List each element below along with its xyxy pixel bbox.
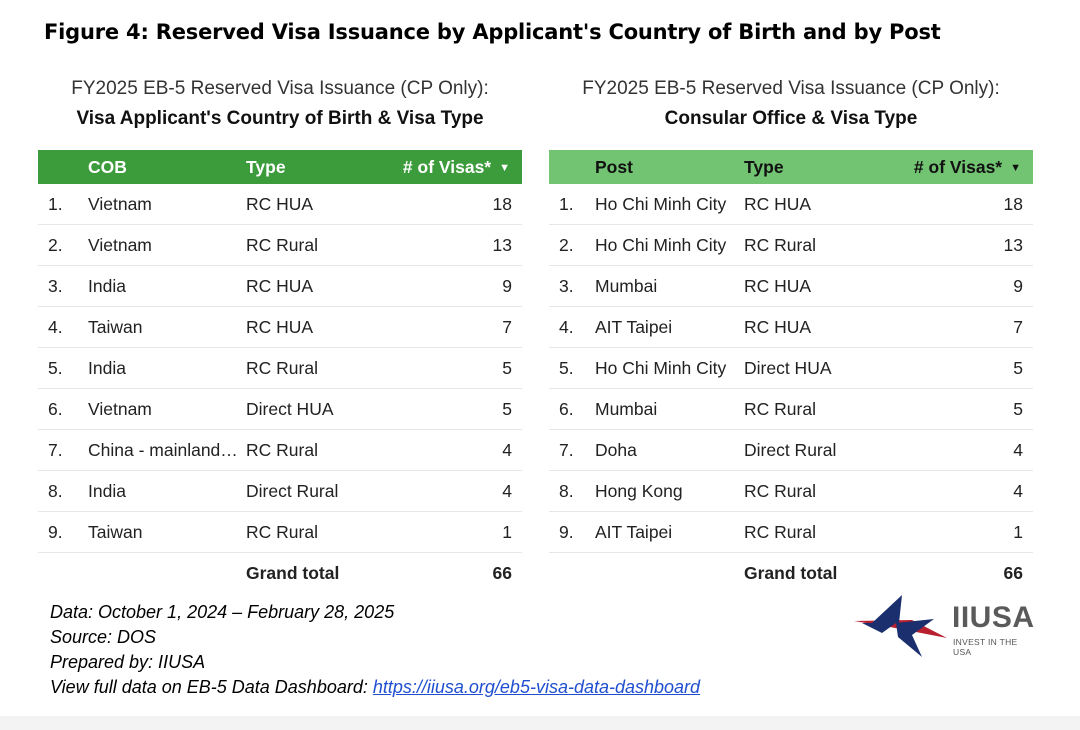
- type-cell: Direct HUA: [744, 358, 832, 378]
- type-cell: RC HUA: [744, 276, 812, 296]
- dashboard-note: [50, 675, 700, 700]
- name-cell: Ho Chi Minh City: [595, 194, 727, 214]
- cob-table: [38, 150, 522, 593]
- post-table-body: [549, 184, 1033, 553]
- table-row: [549, 184, 1033, 225]
- name-cell: Ho Chi Minh City: [595, 358, 727, 378]
- grand-total-value: 66: [1003, 563, 1023, 583]
- page-bottom-band: [0, 716, 1080, 730]
- value-cell: 13: [492, 235, 512, 255]
- rank-cell: 6.: [48, 399, 63, 419]
- grand-total-label: Grand total: [246, 563, 340, 583]
- column-header-visas[interactable]: [871, 150, 1021, 185]
- type-cell: RC HUA: [246, 194, 314, 214]
- value-cell: 18: [492, 194, 512, 214]
- value-cell: 1: [502, 522, 512, 542]
- dashboard-link[interactable]: https://iiusa.org/eb5-visa-data-dashboard: [372, 677, 701, 697]
- rank-cell: 8.: [559, 481, 574, 501]
- value-cell: 9: [502, 276, 512, 296]
- grand-total-label: Grand total: [744, 563, 838, 583]
- figure-notes: [50, 600, 700, 700]
- table-row: [549, 471, 1033, 512]
- name-cell: Mumbai: [595, 276, 658, 296]
- rank-cell: 5.: [48, 358, 63, 378]
- table-row: [38, 512, 522, 553]
- name-cell: Vietnam: [88, 399, 152, 419]
- value-cell: 5: [1013, 399, 1023, 419]
- cob-table-header: [38, 150, 522, 184]
- name-cell: Doha: [595, 440, 637, 460]
- value-cell: 4: [1013, 440, 1023, 460]
- name-cell: India: [88, 481, 126, 501]
- value-cell: 5: [502, 399, 512, 419]
- table-row: [38, 225, 522, 266]
- table-row: [549, 307, 1033, 348]
- type-cell: RC Rural: [744, 399, 816, 419]
- type-cell: RC Rural: [246, 522, 318, 542]
- table-row: [38, 184, 522, 225]
- name-cell: Vietnam: [88, 194, 152, 214]
- value-cell: 9: [1013, 276, 1023, 296]
- iiusa-logo: [852, 593, 1036, 659]
- logo-tagline: INVEST IN THE USA: [953, 637, 1018, 657]
- value-cell: 4: [1013, 481, 1023, 501]
- cob-grand-total-row: [38, 553, 522, 593]
- value-cell: 5: [1013, 358, 1023, 378]
- cob-table-body: [38, 184, 522, 553]
- value-cell: 4: [502, 481, 512, 501]
- name-cell: India: [88, 358, 126, 378]
- post-table-header: [549, 150, 1033, 184]
- value-cell: 7: [502, 317, 512, 337]
- type-cell: RC HUA: [744, 317, 812, 337]
- source-note: Source: DOS: [50, 627, 157, 647]
- table-row: [38, 348, 522, 389]
- cob-table-title: FY2025 EB-5 Reserved Visa Issuance (CP Only):: [71, 78, 489, 99]
- rank-cell: 1.: [559, 194, 574, 214]
- star-swoosh-icon: [852, 593, 952, 659]
- name-cell: Taiwan: [88, 522, 143, 542]
- value-cell: 4: [502, 440, 512, 460]
- type-cell: RC HUA: [246, 317, 314, 337]
- rank-cell: 2.: [559, 235, 574, 255]
- rank-cell: 9.: [48, 522, 63, 542]
- table-row: [549, 512, 1033, 553]
- name-cell: AIT Taipei: [595, 522, 673, 542]
- rank-cell: 8.: [48, 481, 63, 501]
- column-header-visas-label: # of Visas*: [913, 157, 1003, 177]
- type-cell: RC Rural: [246, 358, 318, 378]
- value-cell: 13: [1003, 235, 1023, 255]
- column-header-visas-label: # of Visas*: [402, 157, 492, 177]
- type-cell: Direct HUA: [246, 399, 334, 419]
- table-row: [549, 266, 1033, 307]
- column-header-type[interactable]: Type: [744, 157, 784, 177]
- type-cell: RC HUA: [246, 276, 314, 296]
- type-cell: RC Rural: [744, 235, 816, 255]
- rank-cell: 4.: [48, 317, 63, 337]
- column-header-type[interactable]: Type: [246, 157, 286, 177]
- rank-cell: 2.: [48, 235, 63, 255]
- type-cell: RC Rural: [246, 440, 318, 460]
- data-range-note: Data: October 1, 2024 – February 28, 2025: [50, 602, 395, 622]
- rank-cell: 1.: [48, 194, 63, 214]
- name-cell: Vietnam: [88, 235, 152, 255]
- table-row: [549, 348, 1033, 389]
- prepared-by-note: Prepared by: IIUSA: [50, 652, 206, 672]
- column-header-cob[interactable]: COB: [88, 157, 127, 177]
- post-table-title: FY2025 EB-5 Reserved Visa Issuance (CP Only):: [582, 78, 1000, 99]
- type-cell: RC Rural: [744, 481, 816, 501]
- type-cell: RC Rural: [246, 235, 318, 255]
- cob-table-subtitle: Visa Applicant's Country of Birth & Visa Type: [76, 108, 484, 129]
- sort-desc-icon[interactable]: ▼: [1010, 162, 1021, 174]
- name-cell: China - mainland…: [88, 440, 238, 460]
- post-table-panel: [549, 76, 1033, 593]
- rank-cell: 5.: [559, 358, 574, 378]
- post-grand-total-row: [549, 553, 1033, 593]
- rank-cell: 3.: [559, 276, 574, 296]
- name-cell: AIT Taipei: [595, 317, 673, 337]
- table-row: [38, 471, 522, 512]
- type-cell: Direct Rural: [744, 440, 837, 460]
- rank-cell: 9.: [559, 522, 574, 542]
- name-cell: Ho Chi Minh City: [595, 235, 727, 255]
- column-header-visas[interactable]: [360, 150, 510, 185]
- cob-table-panel: [38, 76, 522, 593]
- table-row: [38, 389, 522, 430]
- table-row: [38, 430, 522, 471]
- rank-cell: 7.: [48, 440, 63, 460]
- rank-cell: 4.: [559, 317, 574, 337]
- table-row: [38, 307, 522, 348]
- type-cell: RC Rural: [744, 522, 816, 542]
- type-cell: RC HUA: [744, 194, 812, 214]
- value-cell: 7: [1013, 317, 1023, 337]
- table-row: [549, 225, 1033, 266]
- table-row: [549, 430, 1033, 471]
- grand-total-value: 66: [492, 563, 512, 583]
- name-cell: Mumbai: [595, 399, 658, 419]
- value-cell: 18: [1003, 194, 1023, 214]
- name-cell: India: [88, 276, 126, 296]
- sort-desc-icon[interactable]: ▼: [499, 162, 510, 174]
- figure-title: Figure 4: Reserved Visa Issuance by Applicant's Country of Birth and by Post: [44, 20, 941, 44]
- name-cell: Hong Kong: [595, 481, 683, 501]
- rank-cell: 7.: [559, 440, 574, 460]
- rank-cell: 3.: [48, 276, 63, 296]
- post-table: [549, 150, 1033, 593]
- name-cell: Taiwan: [88, 317, 143, 337]
- post-table-subtitle: Consular Office & Visa Type: [664, 108, 918, 129]
- dashboard-prefix: View full data on EB-5 Data Dashboard:: [50, 677, 373, 697]
- rank-cell: 6.: [559, 399, 574, 419]
- table-row: [38, 266, 522, 307]
- table-row: [549, 389, 1033, 430]
- column-header-post[interactable]: Post: [595, 157, 633, 177]
- type-cell: Direct Rural: [246, 481, 339, 501]
- value-cell: 1: [1013, 522, 1023, 542]
- logo-wordmark: IIUSA: [952, 601, 1035, 634]
- value-cell: 5: [502, 358, 512, 378]
